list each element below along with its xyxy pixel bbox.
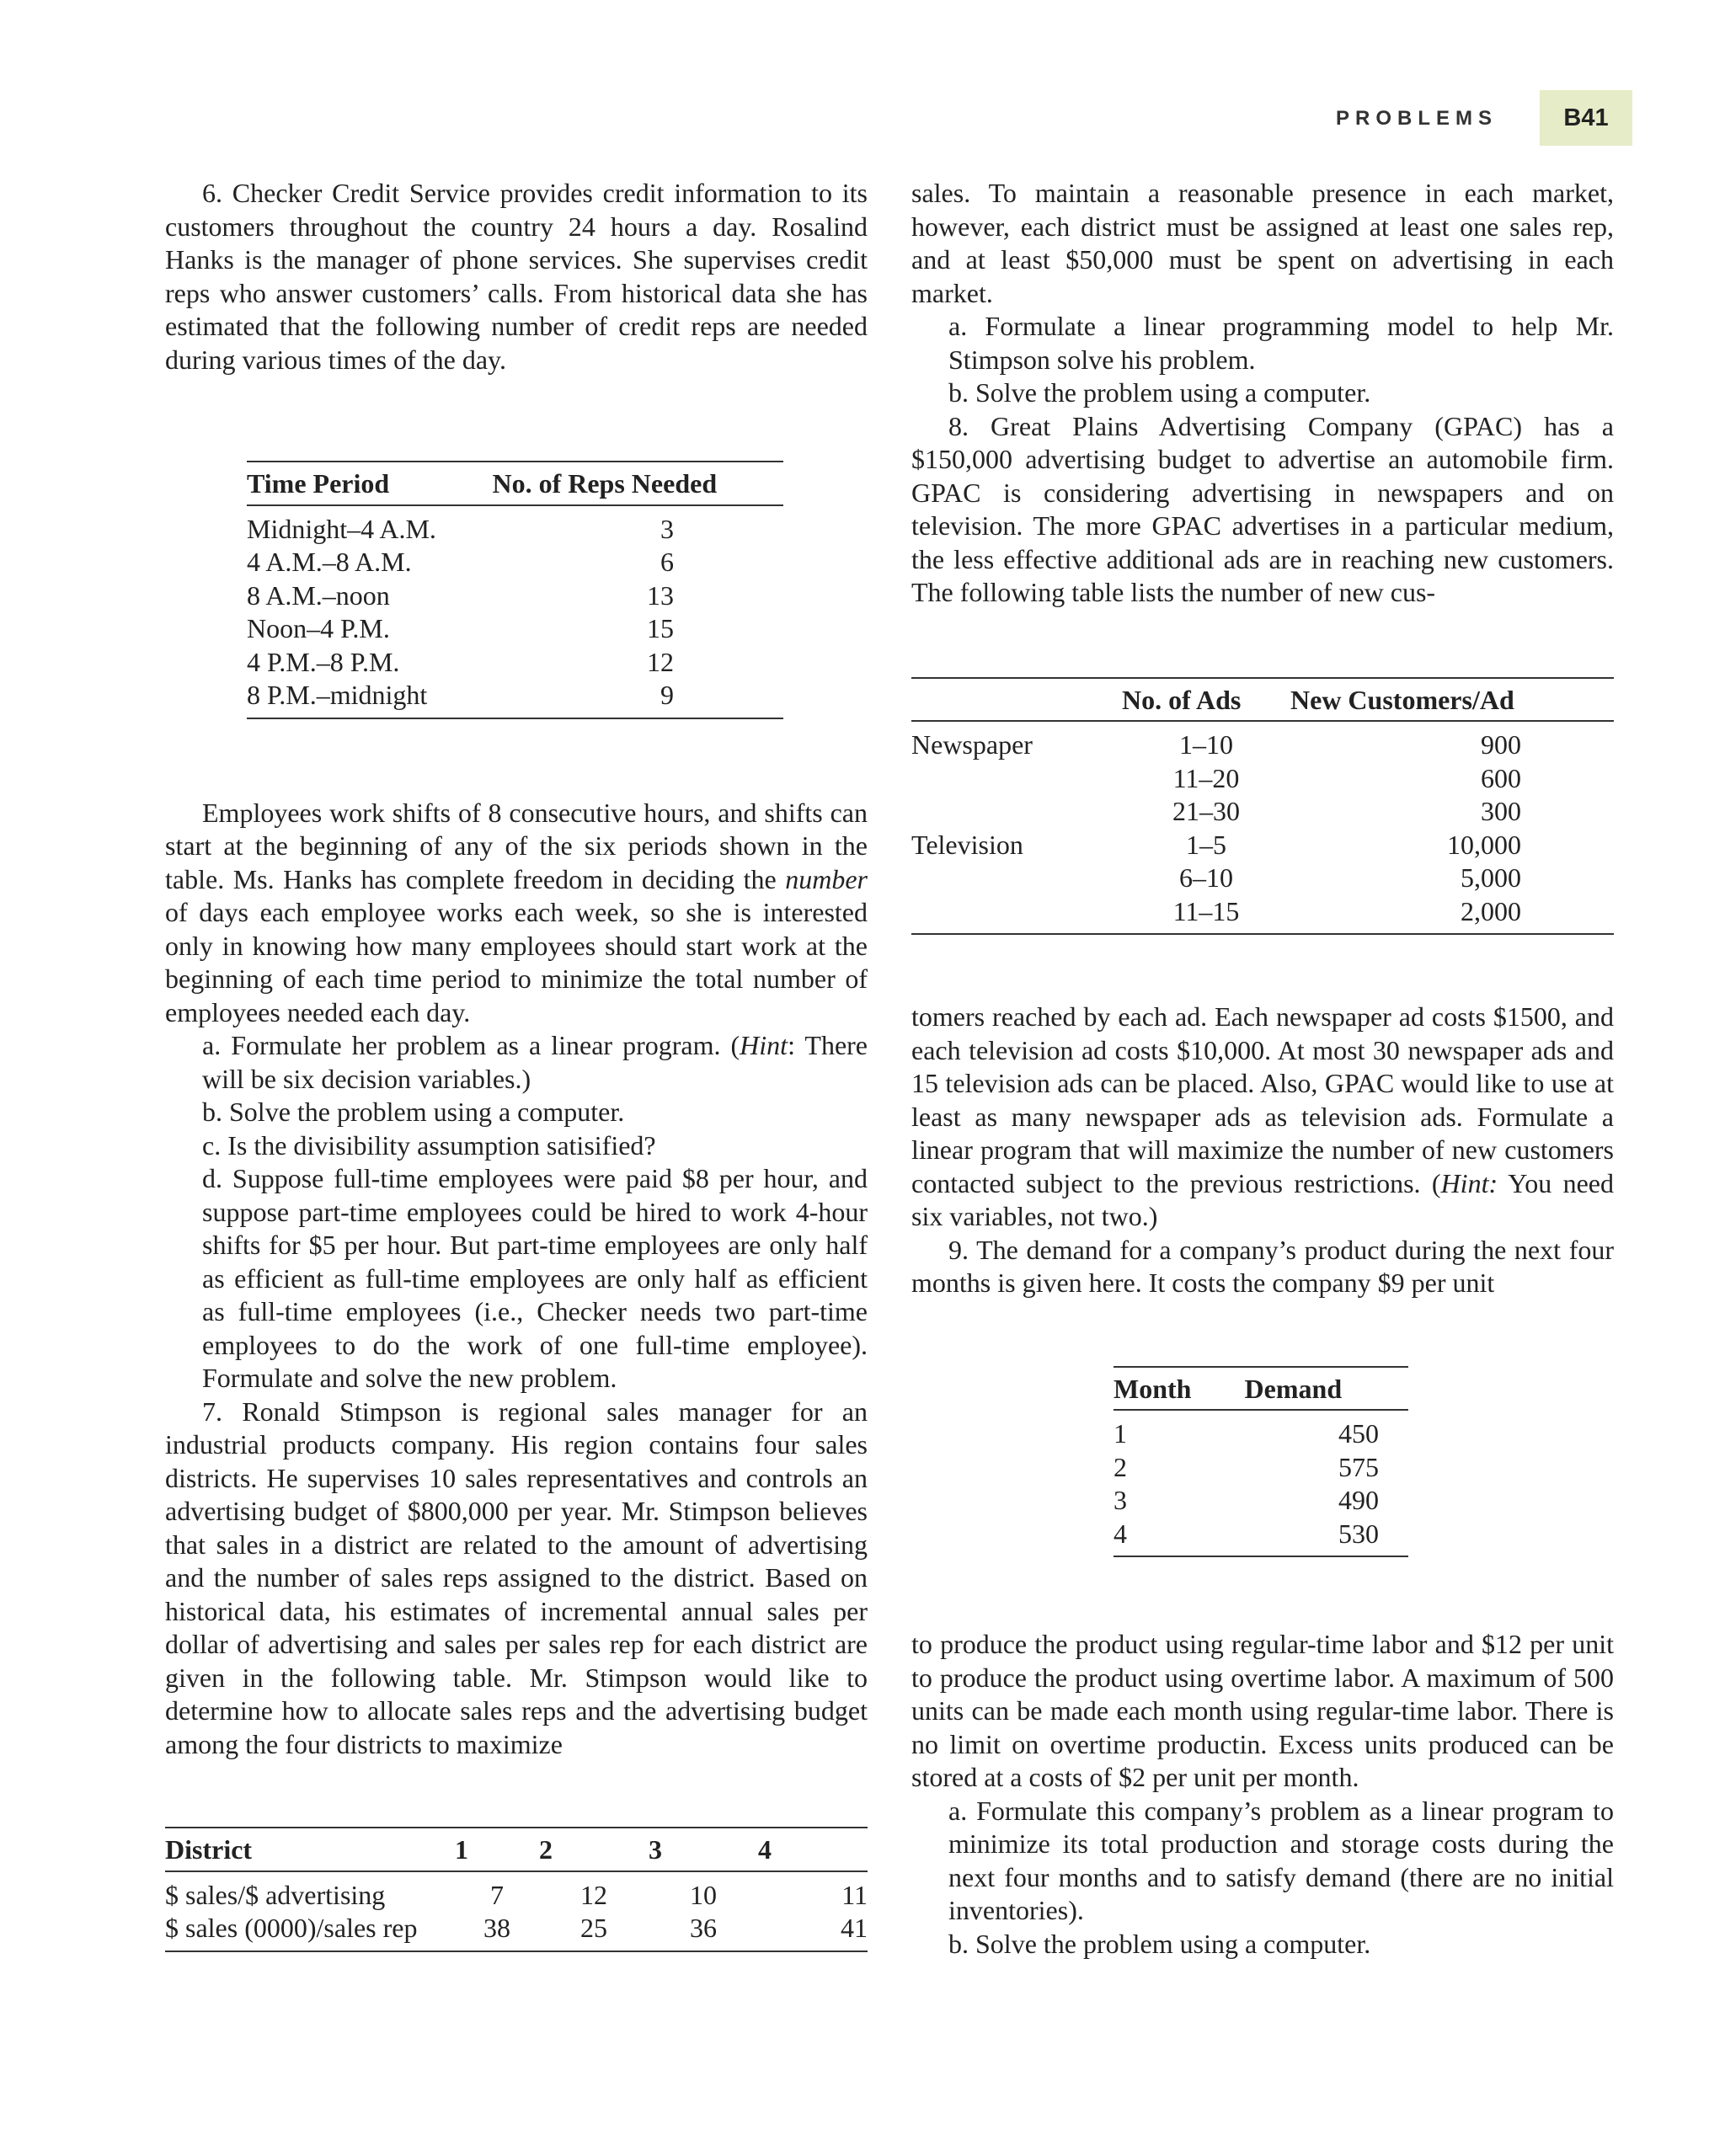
- table-header-time-period: Time Period: [247, 462, 492, 505]
- table-header-demand: Demand: [1245, 1367, 1408, 1411]
- district-table: [165, 1827, 868, 1952]
- month-cell: 4: [1114, 1518, 1245, 1557]
- medium-cell: [911, 862, 1122, 895]
- problem-7-intro: 7. Ronald Stimpson is regional sales manager for an industrial products company. His region contains four sales districts. He supervises 10 sales representatives and controls an advertising budget of $800,000 per year. Mr. Stimpson believes that sales in a district are related to the amount of advertising and the number of sales reps assigned to the district. Based on historical data, his estimates of incremental annual sales per dollar of advertising and sales per sales rep for each district are given in the following table. Mr. Stimpson would like to determine how to allocate sales reps and the advertising budget among the four districts to maximize: [165, 1396, 868, 1759]
- customers-cell: 5,000: [1461, 862, 1521, 893]
- reps-cell: 12: [647, 646, 674, 677]
- problem-7-part-a: a. Formulate a linear programming model to help Mr. Stimpson solve his problem.: [948, 311, 1614, 375]
- ads-range-cell: 21–30: [1172, 796, 1240, 826]
- customers-cell: 300: [1481, 796, 1521, 826]
- demand-cell: 530: [1245, 1518, 1408, 1557]
- value-cell: 10: [690, 1879, 717, 1910]
- time-period-cell: Midnight–4 A.M.: [247, 513, 436, 544]
- problem-6-part-a: a. Formulate her problem as a linear program. (Hint: There will be six decision variables.): [202, 1030, 868, 1094]
- table-header-district-3: 3: [649, 1828, 758, 1871]
- customers-cell: 2,000: [1290, 895, 1614, 935]
- medium-cell: [911, 762, 1122, 796]
- table-row: [247, 579, 783, 613]
- medium-cell: [911, 895, 1122, 935]
- problem-9-continued: to produce the product using regular-time labor and $12 per unit to produce the product using overtime labor. A maximum of 500 units can be made each month using regular-time labor. There is no limit on overtime productin. Excess units produced can be stored at a costs of $2 per unit per month.: [911, 1629, 1614, 1792]
- reps-cell: 6: [660, 547, 674, 577]
- value-cell: 7: [490, 1879, 504, 1910]
- row-label: $ sales/$ advertising: [165, 1879, 386, 1910]
- ads-range-cell: 6–10: [1179, 862, 1233, 893]
- problem-6-part-b: b. Solve the problem using a computer.: [202, 1097, 625, 1127]
- value-cell: 36: [649, 1912, 758, 1951]
- table-header-district-4: 4: [758, 1828, 868, 1871]
- table-row: [911, 829, 1614, 862]
- reps-cell: 3: [660, 513, 674, 544]
- table-header-medium: [911, 678, 1122, 722]
- demand-cell: 490: [1338, 1485, 1379, 1515]
- demand-table: [1114, 1366, 1408, 1558]
- table-row: [247, 505, 783, 547]
- month-cell: 3: [1114, 1485, 1127, 1515]
- left-column: [165, 177, 868, 1952]
- problem-7-part-b: b. Solve the problem using a computer.: [948, 377, 1371, 408]
- table-row: [247, 612, 783, 646]
- problem-9-intro: 9. The demand for a company’s product during the next four months is given here. It costs the company $9 per unit: [911, 1234, 1614, 1298]
- running-header-section: PROBLEMS: [1336, 107, 1498, 130]
- problem-9-part-a: a. Formulate this company’s problem as a linear program to minimize its total production and storage costs during the next four months and to satisfy demand (there are no initial inventories).: [948, 1795, 1614, 1925]
- page-number-badge: B41: [1540, 90, 1632, 146]
- problem-6-continued: Employees work shifts of 8 consecutive hours, and shifts can start at the beginning of any of the six periods shown in the table. Ms. Hanks has complete freedom in deciding the number of days each employee works each week, so she is interested only in knowing how many employees should start work at the beginning of each time period to minimize the total number of employees needed each day.: [165, 797, 868, 1027]
- problem-6-part-c: c. Is the divisibility assumption satisified?: [202, 1129, 656, 1161]
- time-period-cell: 8 A.M.–noon: [247, 579, 390, 611]
- problem-6-intro: 6. Checker Credit Service provides credit information to its customers throughout the country 24 hours a day. Rosalind Hanks is the manager of phone services. She supervises credit reps who answer customers’ calls. From historical data she has estimated that the following number of credit reps are needed during various times of the day.: [165, 178, 868, 375]
- ads-range-cell: 1–10: [1179, 729, 1233, 760]
- demand-cell: 450: [1338, 1418, 1379, 1449]
- table-header-district-1: 1: [455, 1828, 539, 1871]
- table-row: [247, 679, 783, 718]
- problem-7-continued: sales. To maintain a reasonable presence in each market, however, each district must be assigned at least one sales rep, and at least $50,000 must be spent on advertising in each market.: [911, 178, 1614, 308]
- table-row: [911, 895, 1614, 935]
- time-period-cell: 4 A.M.–8 A.M.: [247, 547, 412, 577]
- value-cell: 11: [841, 1879, 868, 1910]
- reps-cell: 15: [647, 613, 674, 643]
- reps-cell: 9: [492, 679, 783, 718]
- table-row: [247, 646, 783, 680]
- table-row: [911, 862, 1614, 895]
- right-column: [911, 177, 1614, 1961]
- time-period-cell: 4 P.M.–8 P.M.: [247, 646, 400, 677]
- hint-label: Hint: [740, 1030, 788, 1060]
- table-header-month: Month: [1114, 1367, 1245, 1411]
- table-header-new-customers: New Customers/Ad: [1290, 678, 1614, 722]
- table-row: [1114, 1518, 1408, 1557]
- month-cell: 2: [1114, 1451, 1127, 1482]
- customers-cell: 900: [1481, 729, 1521, 760]
- problem-9-part-b: b. Solve the problem using a computer.: [948, 1928, 1371, 1959]
- medium-cell: Television: [911, 829, 1023, 860]
- table-row: [247, 546, 783, 579]
- table-row: [911, 721, 1614, 762]
- table-row: [1114, 1451, 1408, 1485]
- problem-8-intro: 8. Great Plains Advertising Company (GPAC) has a $150,000 advertising budget to advertise an automobile firm. GPAC is considering advertising in newspapers and on television. The more GPAC advertises in a particular medium, the less effective additional ads are in reaching new customers. The following table lists the number of new cus-: [911, 410, 1614, 607]
- table-row: [1114, 1484, 1408, 1518]
- table-header-no-of-ads: No. of Ads: [1122, 678, 1290, 722]
- value-cell: 25: [539, 1912, 649, 1951]
- value-cell: 12: [580, 1879, 607, 1910]
- customers-cell: 600: [1481, 762, 1521, 793]
- reps-cell: 13: [647, 579, 674, 611]
- time-period-cell: 8 P.M.–midnight: [247, 679, 492, 718]
- time-period-cell: Noon–4 P.M.: [247, 613, 390, 643]
- ads-range-cell: 11–20: [1172, 762, 1240, 793]
- ads-range-cell: 1–5: [1186, 829, 1226, 860]
- demand-cell: 575: [1338, 1451, 1379, 1482]
- medium-cell: [911, 795, 1122, 829]
- row-label: $ sales (0000)/sales rep: [165, 1912, 455, 1951]
- table-header-district-2: 2: [539, 1828, 649, 1871]
- reps-needed-table: [247, 461, 783, 719]
- problem-6-part-d: d. Suppose full-time employees were paid $8 per hour, and suppose part-time employees could be hired to work 4-hour shifts for $5 per hour. But part-time employees are only half as efficient as full-time employees are only half as efficient as full-time employees (i.e., Checker needs two part-time employees to do the work of one full-time employee). Formulate and solve the new problem.: [202, 1163, 868, 1393]
- month-cell: 1: [1114, 1418, 1127, 1449]
- table-row: [911, 762, 1614, 796]
- table-row: [1114, 1410, 1408, 1451]
- problem-8-continued: tomers reached by each ad. Each newspaper ad costs $1500, and each television ad costs $10,000. At most 30 newspaper ads and 15 television ads can be placed. Also, GPAC would like to use at least as many newspaper ads as television ads. Formulate a linear program that will maximize the number of new customers contacted subject to the previous restrictions. (Hint: You need six variables, not two.): [911, 1001, 1614, 1231]
- table-row: [165, 1912, 868, 1951]
- hint-label: Hint:: [1440, 1167, 1498, 1198]
- table-row: [165, 1871, 868, 1913]
- value-cell: 38: [455, 1912, 539, 1951]
- emphasis-number: number: [785, 863, 868, 894]
- medium-cell: Newspaper: [911, 729, 1033, 760]
- value-cell: 41: [758, 1912, 868, 1951]
- ads-table: [911, 677, 1614, 936]
- table-header-district: District: [165, 1828, 455, 1871]
- table-header-reps-needed: No. of Reps Needed: [492, 462, 783, 505]
- customers-cell: 10,000: [1447, 829, 1521, 860]
- ads-range-cell: 11–15: [1122, 895, 1290, 935]
- table-row: [911, 795, 1614, 829]
